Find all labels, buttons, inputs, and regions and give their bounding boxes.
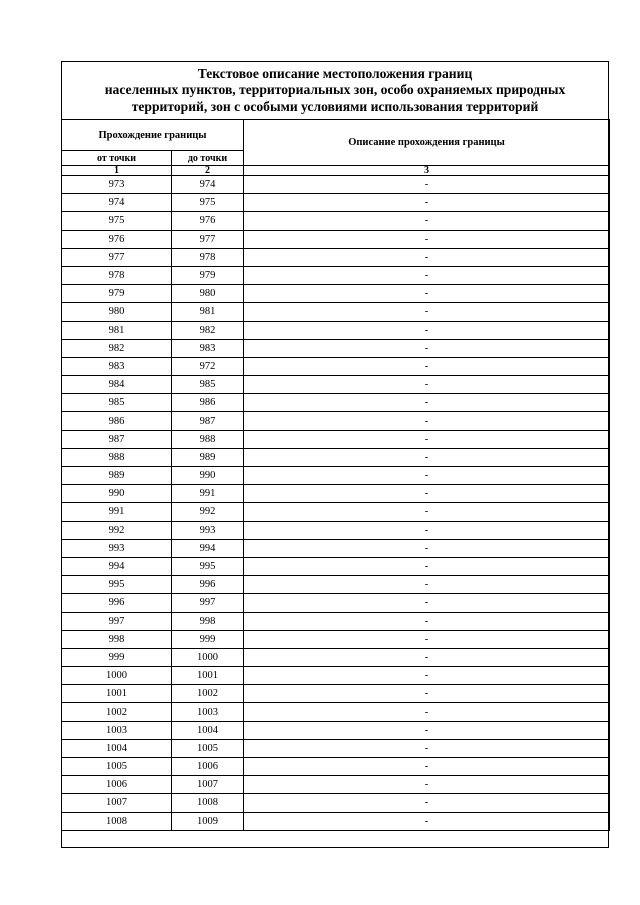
row-description: -	[244, 648, 610, 666]
row-description: -	[244, 321, 610, 339]
table-row	[62, 394, 610, 412]
header-to-point: до точки	[172, 151, 244, 166]
table-row	[62, 776, 610, 794]
row-from-point: 984	[62, 376, 172, 394]
row-description: -	[244, 557, 610, 575]
row-to-point: 978	[172, 248, 244, 266]
row-to-point: 985	[172, 376, 244, 394]
row-description: -	[244, 794, 610, 812]
column-number-2: 2	[172, 166, 244, 176]
row-to-point: 990	[172, 467, 244, 485]
row-from-point: 1002	[62, 703, 172, 721]
row-description: -	[244, 176, 610, 194]
row-to-point: 1000	[172, 648, 244, 666]
row-from-point: 982	[62, 339, 172, 357]
row-to-point: 980	[172, 285, 244, 303]
header-passage: Прохождение границы	[62, 120, 244, 151]
row-to-point: 1004	[172, 721, 244, 739]
row-description: -	[244, 376, 610, 394]
row-description: -	[244, 758, 610, 776]
row-to-point: 988	[172, 430, 244, 448]
table-row	[62, 376, 610, 394]
row-description: -	[244, 467, 610, 485]
table-row	[62, 212, 610, 230]
document-title	[62, 62, 608, 120]
row-to-point: 1009	[172, 812, 244, 830]
row-from-point: 999	[62, 648, 172, 666]
row-to-point: 997	[172, 594, 244, 612]
row-description: -	[244, 721, 610, 739]
row-to-point: 974	[172, 176, 244, 194]
row-to-point: 972	[172, 357, 244, 375]
row-description: -	[244, 357, 610, 375]
row-description: -	[244, 266, 610, 284]
table-row	[62, 430, 610, 448]
header-description: Описание прохождения границы	[244, 120, 610, 166]
row-description: -	[244, 521, 610, 539]
table-row	[62, 285, 610, 303]
table-row	[62, 685, 610, 703]
row-description: -	[244, 448, 610, 466]
column-number-1: 1	[62, 166, 172, 176]
row-from-point: 979	[62, 285, 172, 303]
row-to-point: 976	[172, 212, 244, 230]
table-row	[62, 230, 610, 248]
row-from-point: 975	[62, 212, 172, 230]
row-from-point: 996	[62, 594, 172, 612]
table-row	[62, 721, 610, 739]
row-from-point: 989	[62, 467, 172, 485]
row-to-point: 1002	[172, 685, 244, 703]
row-to-point: 979	[172, 266, 244, 284]
row-to-point: 981	[172, 303, 244, 321]
row-to-point: 1006	[172, 758, 244, 776]
table-row	[62, 576, 610, 594]
row-to-point: 1007	[172, 776, 244, 794]
row-from-point: 978	[62, 266, 172, 284]
row-description: -	[244, 539, 610, 557]
table-row	[62, 339, 610, 357]
table-row	[62, 503, 610, 521]
row-from-point: 997	[62, 612, 172, 630]
row-from-point: 980	[62, 303, 172, 321]
title-line-2: населенных пунктов, территориальных зон, особо охраняемых природных	[104, 82, 566, 98]
table-row	[62, 612, 610, 630]
boundary-table	[61, 119, 610, 831]
table-row	[62, 667, 610, 685]
title-line-1: Текстовое описание местоположения границ	[197, 66, 473, 81]
table-row	[62, 357, 610, 375]
table-row	[62, 794, 610, 812]
table-row	[62, 266, 610, 284]
row-description: -	[244, 485, 610, 503]
table-row	[62, 594, 610, 612]
row-to-point: 999	[172, 630, 244, 648]
row-to-point: 1003	[172, 703, 244, 721]
row-to-point: 975	[172, 194, 244, 212]
row-to-point: 995	[172, 557, 244, 575]
table-row	[62, 176, 610, 194]
row-from-point: 1005	[62, 758, 172, 776]
row-description: -	[244, 703, 610, 721]
row-description: -	[244, 776, 610, 794]
row-to-point: 983	[172, 339, 244, 357]
document-frame	[61, 61, 609, 848]
row-from-point: 990	[62, 485, 172, 503]
row-to-point: 996	[172, 576, 244, 594]
table-row	[62, 194, 610, 212]
row-from-point: 1004	[62, 739, 172, 757]
table-row	[62, 467, 610, 485]
row-from-point: 1006	[62, 776, 172, 794]
row-to-point: 992	[172, 503, 244, 521]
row-from-point: 993	[62, 539, 172, 557]
table-body	[62, 176, 610, 831]
table-row	[62, 812, 610, 830]
table-row	[62, 557, 610, 575]
header-from-point: от точки	[62, 151, 172, 166]
row-description: -	[244, 212, 610, 230]
column-number-3: 3	[244, 166, 610, 176]
row-from-point: 992	[62, 521, 172, 539]
row-from-point: 974	[62, 194, 172, 212]
row-from-point: 998	[62, 630, 172, 648]
table-row	[62, 648, 610, 666]
row-from-point: 995	[62, 576, 172, 594]
row-to-point: 1008	[172, 794, 244, 812]
row-to-point: 977	[172, 230, 244, 248]
row-from-point: 981	[62, 321, 172, 339]
row-description: -	[244, 285, 610, 303]
row-to-point: 1001	[172, 667, 244, 685]
table-row	[62, 448, 610, 466]
header-column-numbers	[62, 166, 610, 176]
table-row	[62, 321, 610, 339]
row-from-point: 991	[62, 503, 172, 521]
title-line-3: территорий, зон с особыми условиями использования территорий	[131, 98, 539, 114]
table-row	[62, 739, 610, 757]
row-from-point: 1007	[62, 794, 172, 812]
row-to-point: 986	[172, 394, 244, 412]
row-description: -	[244, 230, 610, 248]
row-description: -	[244, 303, 610, 321]
row-description: -	[244, 812, 610, 830]
row-to-point: 994	[172, 539, 244, 557]
table-row	[62, 539, 610, 557]
row-from-point: 1001	[62, 685, 172, 703]
row-description: -	[244, 739, 610, 757]
row-from-point: 985	[62, 394, 172, 412]
table-row	[62, 485, 610, 503]
row-description: -	[244, 339, 610, 357]
row-from-point: 977	[62, 248, 172, 266]
table-row	[62, 248, 610, 266]
row-from-point: 987	[62, 430, 172, 448]
row-to-point: 998	[172, 612, 244, 630]
header-row-1	[62, 120, 610, 151]
row-description: -	[244, 685, 610, 703]
table-row	[62, 758, 610, 776]
row-from-point: 994	[62, 557, 172, 575]
row-description: -	[244, 412, 610, 430]
row-description: -	[244, 630, 610, 648]
row-from-point: 986	[62, 412, 172, 430]
row-description: -	[244, 576, 610, 594]
row-to-point: 982	[172, 321, 244, 339]
row-to-point: 991	[172, 485, 244, 503]
row-from-point: 1003	[62, 721, 172, 739]
row-from-point: 973	[62, 176, 172, 194]
row-to-point: 993	[172, 521, 244, 539]
row-from-point: 976	[62, 230, 172, 248]
row-to-point: 989	[172, 448, 244, 466]
table-row	[62, 412, 610, 430]
row-description: -	[244, 594, 610, 612]
row-description: -	[244, 248, 610, 266]
row-description: -	[244, 612, 610, 630]
table-row	[62, 630, 610, 648]
row-from-point: 1008	[62, 812, 172, 830]
row-description: -	[244, 667, 610, 685]
table-row	[62, 521, 610, 539]
row-from-point: 983	[62, 357, 172, 375]
row-from-point: 1000	[62, 667, 172, 685]
row-description: -	[244, 394, 610, 412]
row-from-point: 988	[62, 448, 172, 466]
row-description: -	[244, 194, 610, 212]
table-row	[62, 303, 610, 321]
row-description: -	[244, 503, 610, 521]
table-row	[62, 703, 610, 721]
row-to-point: 987	[172, 412, 244, 430]
row-description: -	[244, 430, 610, 448]
row-to-point: 1005	[172, 739, 244, 757]
